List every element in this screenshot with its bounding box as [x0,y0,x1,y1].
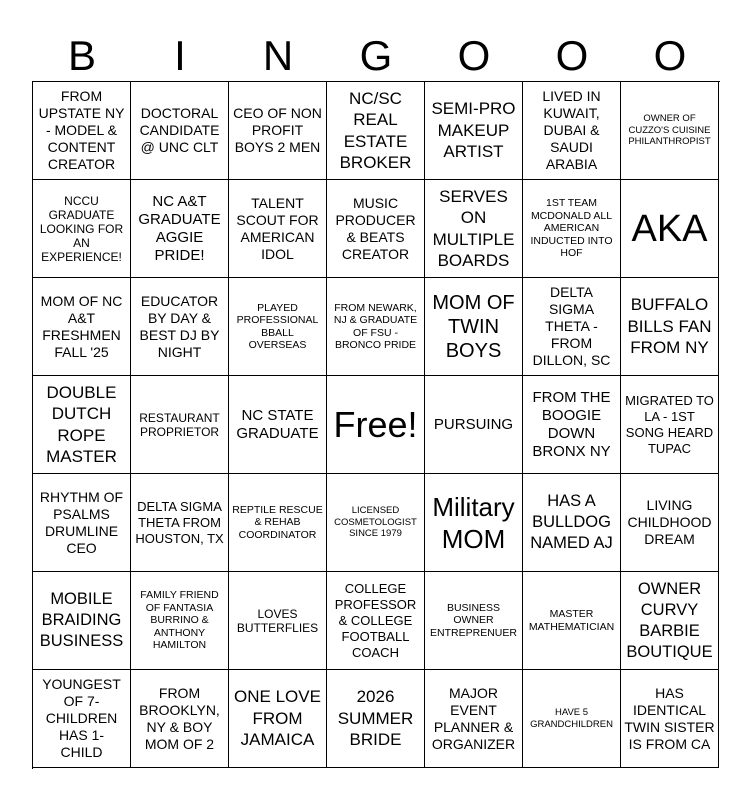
header-letter-o3: O [653,32,687,79]
bingo-cell[interactable]: MAJOR EVENT PLANNER & ORGANIZER [425,670,523,768]
bingo-cell[interactable]: REPTILE RESCUE & REHAB COORDINATOR [229,474,327,572]
bingo-cell[interactable]: FROM UPSTATE NY - MODEL & CONTENT CREATOR [33,82,131,180]
bingo-cell[interactable]: MOM OF NC A&T FRESHMEN FALL '25 [33,278,131,376]
bingo-cell[interactable]: HAS A BULLDOG NAMED AJ [523,474,621,572]
header-letter-o1: O [457,32,491,79]
bingo-cell[interactable]: DELTA SIGMA THETA FROM HOUSTON, TX [131,474,229,572]
bingo-cell[interactable]: RHYTHM OF PSALMS DRUMLINE CEO [33,474,131,572]
bingo-cell[interactable]: MOM OF TWIN BOYS [425,278,523,376]
bingo-cell[interactable]: FROM BROOKLYN, NY & BOY MOM OF 2 [131,670,229,768]
bingo-cell[interactable]: LIVED IN KUWAIT, DUBAI & SAUDI ARABIA [523,82,621,180]
bingo-cell[interactable]: OWNER CURVY BARBIE BOUTIQUE [621,572,719,670]
bingo-cell[interactable]: Military MOM [425,474,523,572]
header-letter-g: G [359,32,393,79]
bingo-cell[interactable]: MIGRATED TO LA - 1ST SONG HEARD TUPAC [621,376,719,474]
bingo-cell[interactable]: NC A&T GRADUATE AGGIE PRIDE! [131,180,229,278]
bingo-cell[interactable]: LOVES BUTTERFLIES [229,572,327,670]
header-letter-b: B [67,32,96,79]
bingo-cell[interactable]: BUSINESS OWNER ENTREPRENUER [425,572,523,670]
bingo-cell[interactable]: PURSUING [425,376,523,474]
bingo-cell[interactable]: LICENSED COSMETOLOGIST SINCE 1979 [327,474,425,572]
bingo-cell[interactable]: LIVING CHILDHOOD DREAM [621,474,719,572]
bingo-cell[interactable]: RESTAURANT PROPRIETOR [131,376,229,474]
bingo-cell[interactable]: NCCU GRADUATE LOOKING FOR AN EXPERIENCE! [33,180,131,278]
header-letter-o2: O [555,32,589,79]
bingo-cell[interactable]: AKA [621,180,719,278]
bingo-cell[interactable]: CEO OF NON PROFIT BOYS 2 MEN [229,82,327,180]
bingo-cell[interactable]: DOUBLE DUTCH ROPE MASTER [33,376,131,474]
bingo-cell[interactable]: BUFFALO BILLS FAN FROM NY [621,278,719,376]
bingo-cell[interactable]: NC STATE GRADUATE [229,376,327,474]
bingo-cell[interactable]: EDUCATOR BY DAY & BEST DJ BY NIGHT [131,278,229,376]
bingo-cell[interactable]: PLAYED PROFESSIONAL BBALL OVERSEAS [229,278,327,376]
bingo-cell[interactable]: 1ST TEAM MCDONALD ALL AMERICAN INDUCTED INTO HOF [523,180,621,278]
free-space[interactable]: Free! [327,376,425,474]
bingo-cell[interactable]: MOBILE BRAIDING BUSINESS [33,572,131,670]
bingo-cell[interactable]: 2026 SUMMER BRIDE [327,670,425,768]
bingo-cell[interactable]: TALENT SCOUT FOR AMERICAN IDOL [229,180,327,278]
bingo-header [33,30,719,82]
bingo-cell[interactable]: HAS IDENTICAL TWIN SISTER IS FROM CA [621,670,719,768]
bingo-grid [32,81,720,769]
header-letter-n: N [262,32,294,79]
bingo-cell[interactable]: HAVE 5 GRANDCHILDREN [523,670,621,768]
bingo-cell[interactable]: MASTER MATHEMATICIAN [523,572,621,670]
bingo-cell[interactable]: FAMILY FRIEND OF FANTASIA BURRINO & ANTHONY HAMILTON [131,572,229,670]
bingo-cell[interactable]: OWNER OF CUZZO'S CUISINE PHILANTHROPIST [621,82,719,180]
bingo-cell[interactable]: COLLEGE PROFESSOR & COLLEGE FOOTBALL COACH [327,572,425,670]
bingo-cell[interactable]: ONE LOVE FROM JAMAICA [229,670,327,768]
header-letter-i: I [174,32,186,79]
bingo-cell[interactable]: YOUNGEST OF 7- CHILDREN HAS 1- CHILD [33,670,131,768]
bingo-cell[interactable]: SEMI-PRO MAKEUP ARTIST [425,82,523,180]
bingo-cell[interactable]: DELTA SIGMA THETA - FROM DILLON, SC [523,278,621,376]
bingo-cell[interactable]: MUSIC PRODUCER & BEATS CREATOR [327,180,425,278]
bingo-cell[interactable]: FROM THE BOOGIE DOWN BRONX NY [523,376,621,474]
bingo-cell[interactable]: SERVES ON MULTIPLE BOARDS [425,180,523,278]
bingo-cell[interactable]: NC/SC REAL ESTATE BROKER [327,82,425,180]
bingo-cell[interactable]: DOCTORAL CANDIDATE @ UNC CLT [131,82,229,180]
bingo-cell[interactable]: FROM NEWARK, NJ & GRADUATE OF FSU - BRONCO PRIDE [327,278,425,376]
